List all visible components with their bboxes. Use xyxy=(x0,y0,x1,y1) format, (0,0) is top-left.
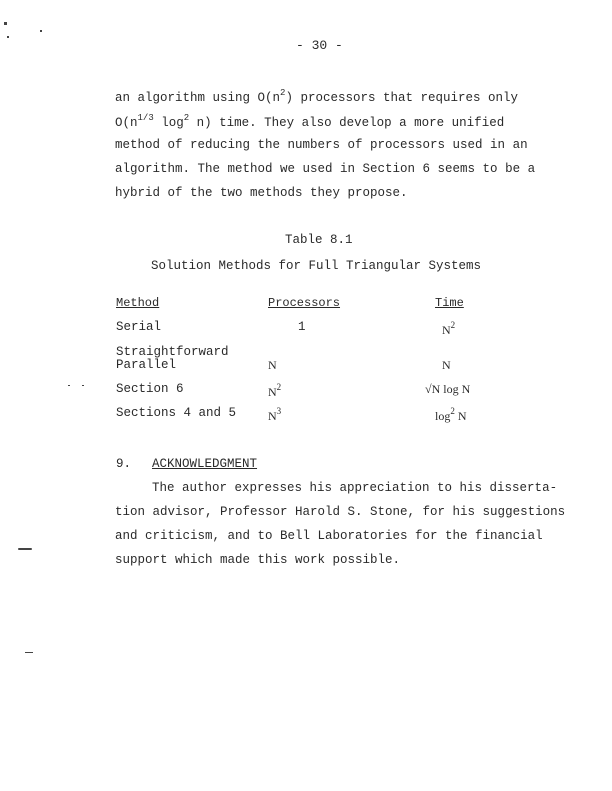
body-line-1: an algorithm using $O(n^2)$ processors that requires only xyxy=(115,88,518,105)
table-row-method: Serial xyxy=(116,320,162,334)
scan-mark xyxy=(18,548,32,550)
page-number: - 30 - xyxy=(296,38,343,53)
ack-line-2: tion advisor, Professor Harold S. Stone, for his suggestions xyxy=(115,505,566,519)
scan-mark xyxy=(4,22,7,25)
table-row-processors: 1 xyxy=(298,320,306,334)
ack-line-4: support which made this work possible. xyxy=(115,553,401,567)
table-row-processors: N xyxy=(268,358,277,372)
body-line-3: method of reducing the numbers of processors used in an xyxy=(115,138,528,152)
scan-mark xyxy=(25,652,33,653)
table-row-method-cont: Parallel xyxy=(116,358,177,372)
section-number: 9. xyxy=(116,457,132,471)
table-row-time: N xyxy=(442,358,451,372)
table-row-method: Section 6 xyxy=(116,382,184,396)
body-line-2: $O(n^{1/3}$ $\log^2 n$) time. They also develop a more unified xyxy=(115,113,505,130)
ack-line-3: and criticism, and to Bell Laboratories for the financial xyxy=(115,529,543,543)
table-row-time: √N log N xyxy=(425,382,471,396)
body-line-5: hybrid of the two methods they propose. xyxy=(115,186,408,200)
body-line-4: algorithm. The method we used in Section 6 seems to be a xyxy=(115,162,536,176)
scan-mark xyxy=(82,385,84,386)
scan-mark xyxy=(7,36,9,38)
table-row-processors: $N^3$ xyxy=(268,406,282,423)
scan-mark xyxy=(68,385,70,386)
table-label: Table 8.1 xyxy=(285,233,353,247)
table-row-method: Sections 4 and 5 xyxy=(116,406,237,420)
table-row-processors: $N^2$ xyxy=(268,382,282,399)
section-title: ACKNOWLEDGMENT xyxy=(152,457,258,471)
header-processors: Processors xyxy=(268,296,341,310)
table-row-time: $N^2$ xyxy=(442,320,456,337)
scan-mark xyxy=(40,30,42,32)
header-method: Method xyxy=(116,296,160,310)
header-time: Time xyxy=(435,296,464,310)
table-row-method: Straightforward xyxy=(116,345,229,359)
ack-line-1: The author expresses his appreciation to his disserta- xyxy=(152,481,558,495)
table-row-time: $\log^2 N$ xyxy=(435,406,467,423)
table-caption: Solution Methods for Full Triangular Systems xyxy=(151,259,482,273)
